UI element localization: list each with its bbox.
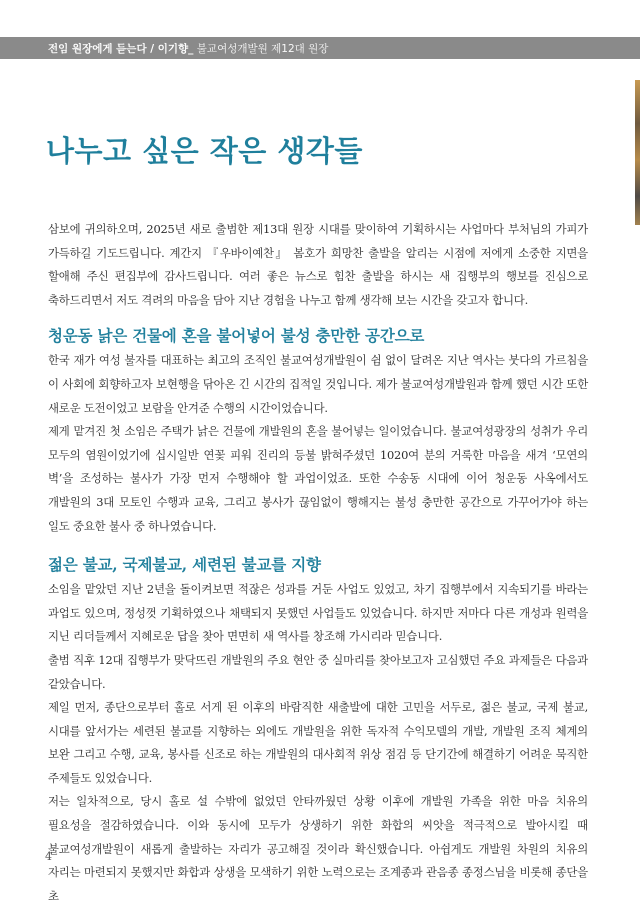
article-body [48, 218, 588, 908]
section-heading-1: 청운동 낡은 건물에 혼을 불어넣어 불성 충만한 공간으로 [48, 326, 425, 346]
section-2-paragraph-3: 제일 먼저, 종단으로부터 홀로 서게 된 이후의 바람직한 새출발에 대한 고민을 서두로, 젊은 불교, 국제 불교, 시대를 앞서가는 세련된 불교를 지향하는 외에도 개발원을 위한 독자적 수익모델의 개발, 개발원 조직 체계의 보완 그리고 수행, 교육, 봉사를 신조로 하는 개발원의 대사회적 위상 점검 등 단기간에 해결하기 어려운 묵직한 주제들도 있었습니다. [48, 700, 588, 785]
section-1-paragraph-1: 한국 재가 여성 불자를 대표하는 최고의 조직인 불교여성개발원이 쉼 없이 달려온 지난 역사는 붓다의 가르침을 이 사회에 회향하고자 보현행을 닦아온 긴 시간의 집적일 것입니다. 제가 불교여성개발원과 함께 했던 시간 또한 새로운 도전이었고 보람을 안겨준 수행의 시간이었습니다. [48, 353, 588, 415]
header-section-label: 전임 원장에게 듣는다 / 이기향_ [48, 43, 194, 55]
section-heading-2: 젊은 불교, 국제불교, 세련된 불교를 지향 [48, 555, 321, 575]
header-text [48, 40, 328, 58]
decorative-side-strip [635, 80, 640, 225]
page-number: 4 [45, 850, 52, 863]
section-2-paragraph-1: 소임을 맡았던 지난 2년을 돌이켜보면 적잖은 성과를 거둔 사업도 있었고, 차기 집행부에서 지속되기를 바라는 과업도 있으며, 정성껏 기획하였으나 채택되지 못했던 사업들도 있었습니다. 하지만 저마다 다른 개성과 원력을 지닌 리더들께서 지혜로운 답을 찾아 면면히 새 역사를 창조해 가시리라 믿습니다. [48, 582, 588, 644]
intro-paragraph: 삼보에 귀의하오며, 2025년 새로 출범한 제13대 원장 시대를 맞이하여 기획하시는 사업마다 부처님의 가피가 가득하길 기도드립니다. 계간지 『우바이예찬』 봄호가 희망찬 출발을 알리는 시점에 저에게 소중한 지면을 할애해 주신 편집부에 감사드립니다. 여러 좋은 뉴스로 힘찬 출발을 하시는 새 집행부의 행보를 진심으로 축하드리면서 저도 격려의 마음을 담아 지난 경험을 나누고 함께 생각해 보는 시간을 갖고자 합니다. [48, 222, 588, 307]
section-2-paragraph-4: 저는 일차적으로, 당시 홀로 설 수밖에 없었던 안타까웠던 상황 이후에 개발원 가족을 위한 마음 치유의 필요성을 절감하였습니다. 이와 동시에 모두가 상생하기 위한 화합의 씨앗을 적극적으로 발아시킬 때 불교여성개발원이 새롭게 출발하는 자리가 공고해질 것이라 확신했습니다. 아쉽게도 개발원 차원의 치유의 자리는 마련되지 못했지만 화합과 상생을 모색하기 위한 노력으로는 조계종과 관음종 종정스님을 비롯해 종단을 초 [48, 794, 588, 903]
section-2-paragraph-2: 출범 직후 12대 집행부가 맞닥뜨린 개발원의 주요 현안 중 실마리를 찾아보고자 고심했던 주요 과제들은 다음과 같았습니다. [48, 652, 588, 691]
header-subtitle: 불교여성개발원 제12대 원장 [196, 43, 329, 55]
running-header [0, 0, 640, 62]
page-title: 나누고 싶은 작은 생각들 [46, 134, 363, 169]
section-1-paragraph-2: 제게 맡겨진 첫 소임은 주택가 낡은 건물에 개발원의 혼을 불어넣는 일이었습니다. 불교여성광장의 성취가 우리 모두의 염원이었기에 십시일반 연꽃 피워 진리의 등불 밝혀주셨던 1020여 분의 거룩한 마음을 새겨 ‘모연의 벽’을 조성하는 불사가 가장 먼저 수행해야 할 과업이었죠. 또한 수송동 시대에 이어 청운동 사옥에서도 개발원의 3대 모토인 수행과 교육, 그리고 봉사가 끊임없이 행해지는 불성 충만한 공간으로 가꾸어가야 하는 일도 중요한 불사 중 하나였습니다. [48, 424, 588, 533]
